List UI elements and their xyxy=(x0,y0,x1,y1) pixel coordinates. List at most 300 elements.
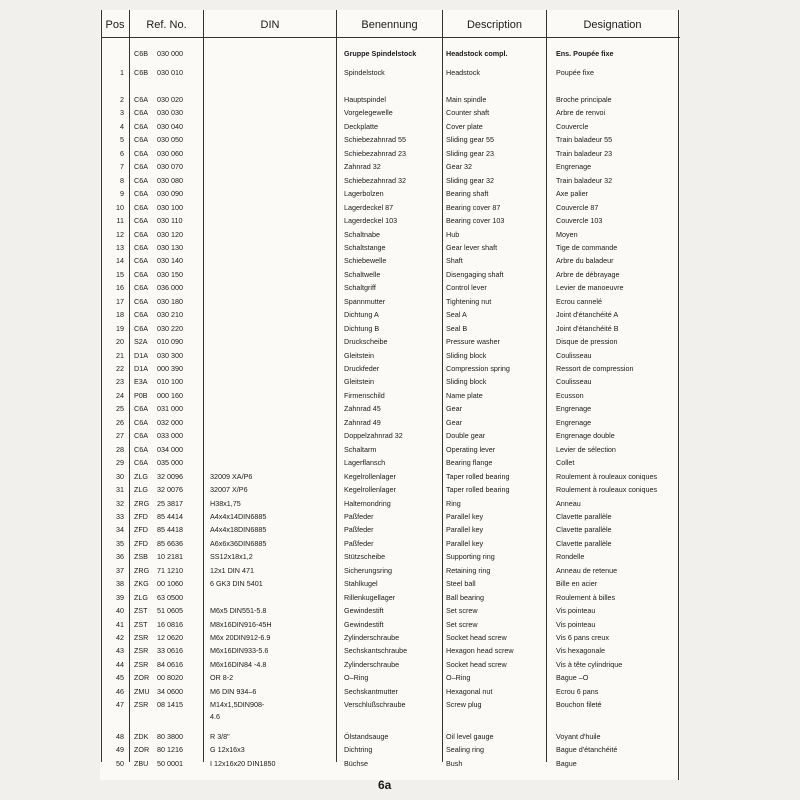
table-row xyxy=(100,133,680,146)
table-row xyxy=(100,335,680,348)
description-cell: Disengaging shaft xyxy=(446,269,504,279)
table-row xyxy=(100,349,680,362)
benennung-cell: Schaltnabe xyxy=(344,229,380,239)
designation-cell: Bague xyxy=(556,758,577,768)
page-number: 6a xyxy=(378,778,392,792)
designation-cell: Clavette parallèle xyxy=(556,538,612,548)
description-cell: Sealing ring xyxy=(446,745,484,755)
pos-cell: 2 xyxy=(120,95,124,104)
designation-cell: Clavette parallèle xyxy=(556,525,612,535)
ref-prefix-cell: ZFD xyxy=(134,511,148,521)
header-din: DIN xyxy=(260,19,280,31)
benennung-cell: Spindelstock xyxy=(344,68,385,77)
ref-prefix-cell: P0B xyxy=(134,390,148,400)
description-cell: Gear xyxy=(446,404,462,414)
designation-cell: Train baladeur 32 xyxy=(556,175,613,185)
table-row xyxy=(100,228,680,241)
ref-number-cell: 80 1216 xyxy=(157,745,183,755)
pos-cell: 32 xyxy=(116,498,124,508)
pos-cell: 13 xyxy=(116,242,124,252)
ref-number-cell: 030 090 xyxy=(157,189,183,199)
table-row xyxy=(100,295,680,308)
pos-cell: 27 xyxy=(116,431,124,441)
description-cell: Taper rolled bearing xyxy=(446,485,510,495)
pos-cell: 35 xyxy=(116,538,124,548)
ref-number-cell: 030 120 xyxy=(157,229,183,239)
ref-prefix-cell: C6A xyxy=(134,189,148,199)
ref-prefix-cell: C6A xyxy=(134,175,148,185)
benennung-cell: Schiebewelle xyxy=(344,256,387,266)
din-cell: G 12x16x3 xyxy=(210,745,245,755)
benennung-cell: Kegelrollenlager xyxy=(344,485,396,495)
pos-cell: 45 xyxy=(116,673,124,683)
table-row xyxy=(100,187,680,200)
ref-prefix-cell: ZST xyxy=(134,606,148,616)
pos-cell: 29 xyxy=(116,458,124,468)
ref-prefix-cell: ZSR xyxy=(134,633,149,642)
pos-cell: 18 xyxy=(116,310,124,320)
ref-number-cell: 32 0076 xyxy=(157,485,183,495)
pos-cell: 1 xyxy=(120,68,124,77)
benennung-cell: Zahnrad 49 xyxy=(344,417,381,427)
benennung-cell: Dichtung B xyxy=(344,323,380,333)
ref-number-cell: 030 210 xyxy=(157,310,183,320)
designation-cell: Vis hexagonale xyxy=(556,646,606,656)
din-cell: H38x1,75 xyxy=(210,498,241,508)
pos-cell: 9 xyxy=(120,189,124,199)
designation-cell: Vis à tête cylindrique xyxy=(556,659,623,669)
ref-prefix-cell: C6A xyxy=(134,108,148,118)
ref-number-cell: 71 1210 xyxy=(157,565,183,575)
table-row xyxy=(100,308,680,321)
table-row xyxy=(100,591,680,604)
designation-cell: Coulisseau xyxy=(556,377,592,387)
designation-cell: Arbre du baladeur xyxy=(556,256,614,266)
designation-cell: Engrenage xyxy=(556,162,592,172)
pos-cell: 5 xyxy=(120,135,124,145)
ref-prefix-cell: ZRG xyxy=(134,565,150,575)
table-row xyxy=(100,698,680,711)
designation-cell: Vis pointeau xyxy=(556,606,596,616)
ref-prefix-cell: C6A xyxy=(134,404,148,414)
table-row xyxy=(100,644,680,657)
ref-number-cell: 030 000 xyxy=(157,49,183,58)
benennung-cell: Lagerdeckel 87 xyxy=(344,202,394,212)
description-cell: Parallel key xyxy=(446,538,484,548)
description-cell: Seal B xyxy=(446,323,468,333)
pos-cell: 38 xyxy=(116,579,124,589)
benennung-cell: Stützscheibe xyxy=(344,552,386,562)
designation-cell: Train baladeur 55 xyxy=(556,135,613,145)
ref-number-cell: 33 0616 xyxy=(157,646,183,656)
ref-prefix-cell: C6A xyxy=(134,121,148,131)
table-row xyxy=(100,523,680,536)
ref-prefix-cell: C6B xyxy=(134,68,148,77)
designation-cell: Levier de manoeuvre xyxy=(556,283,624,293)
table-row xyxy=(100,671,680,684)
pos-cell: 4 xyxy=(120,121,124,131)
pos-cell: 17 xyxy=(116,296,124,306)
pos-cell: 19 xyxy=(116,323,124,333)
ref-number-cell: 08 1415 xyxy=(157,700,183,710)
description-cell: Parallel key xyxy=(446,511,484,521)
ref-prefix-cell: C6A xyxy=(134,310,148,320)
designation-cell: Axe palier xyxy=(556,189,588,199)
header-ref-no: Ref. No. xyxy=(146,19,187,31)
benennung-cell: Ölstandsauge xyxy=(344,731,389,741)
ref-prefix-cell: ZSR xyxy=(134,659,149,669)
ref-prefix-cell: C6B xyxy=(134,49,148,58)
table-row xyxy=(100,389,680,402)
header-designation: Designation xyxy=(583,19,642,31)
description-cell: Screw plug xyxy=(446,700,482,710)
benennung-cell: Sechskantmutter xyxy=(344,686,398,696)
benennung-cell: Zylinderschraube xyxy=(344,633,400,642)
table-row xyxy=(100,537,680,550)
ref-prefix-cell: ZST xyxy=(134,619,148,629)
description-cell: Ring xyxy=(446,498,461,508)
designation-cell: Levier de sélection xyxy=(556,444,616,454)
designation-cell: Engrenage xyxy=(556,404,592,414)
ref-prefix-cell: C6A xyxy=(134,229,148,239)
designation-cell: Moyen xyxy=(556,229,578,239)
ref-prefix-cell: D1A xyxy=(134,350,148,360)
ref-prefix-cell: C6A xyxy=(134,95,148,104)
benennung-cell: Schiebezahnrad 55 xyxy=(344,135,406,145)
ref-prefix-cell: C6A xyxy=(134,135,148,145)
designation-cell: Ecusson xyxy=(556,390,584,400)
designation-cell: Couvercle xyxy=(556,121,589,131)
benennung-cell: Stahlkugel xyxy=(344,579,378,589)
description-cell: Counter shaft xyxy=(446,108,490,118)
table-row xyxy=(100,268,680,281)
pos-cell: 20 xyxy=(116,337,124,347)
ref-number-cell: 030 220 xyxy=(157,323,183,333)
designation-cell: Tige de commande xyxy=(556,242,618,252)
ref-number-cell: 34 0600 xyxy=(157,686,183,696)
designation-cell: Engrenage double xyxy=(556,431,615,441)
description-cell: Supporting ring xyxy=(446,552,495,562)
description-cell: Double gear xyxy=(446,431,486,441)
benennung-cell: Zylinderschraube xyxy=(344,659,400,669)
ref-prefix-cell: ZDK xyxy=(134,731,149,741)
ref-number-cell: 000 160 xyxy=(157,390,183,400)
table-row xyxy=(100,510,680,523)
description-cell: Name plate xyxy=(446,390,483,400)
table-row xyxy=(100,470,680,483)
ref-prefix-cell: ZOR xyxy=(134,673,150,683)
table-row xyxy=(100,730,680,743)
pos-cell: 8 xyxy=(120,175,124,185)
ref-number-cell: 030 030 xyxy=(157,108,183,118)
description-cell: Main spindle xyxy=(446,95,487,104)
table-row xyxy=(100,658,680,671)
description-cell: Sliding gear 55 xyxy=(446,135,494,145)
ref-number-cell: 030 020 xyxy=(157,95,183,104)
ref-prefix-cell: C6A xyxy=(134,148,148,158)
pos-cell: 26 xyxy=(116,417,124,427)
ref-number-cell: 030 080 xyxy=(157,175,183,185)
pos-cell: 33 xyxy=(116,511,124,521)
table-row xyxy=(100,550,680,563)
pos-cell: 49 xyxy=(116,745,124,755)
ref-prefix-cell: ZFD xyxy=(134,538,148,548)
benennung-cell: Schaltgriff xyxy=(344,283,376,293)
benennung-cell: Paßfeder xyxy=(344,511,374,521)
designation-cell: Rondelle xyxy=(556,552,585,562)
ref-number-cell: 030 150 xyxy=(157,269,183,279)
din-cell: I 12x16x20 DIN1850 xyxy=(210,758,276,768)
table-row xyxy=(100,375,680,388)
ref-prefix-cell: ZSB xyxy=(134,552,148,562)
din-cell: A6x6x36DIN6885 xyxy=(210,538,267,548)
ref-number-cell: 000 390 xyxy=(157,364,183,373)
designation-cell: Roulement à rouleaux coniques xyxy=(556,485,658,495)
table-row xyxy=(100,577,680,590)
pos-cell: 11 xyxy=(116,216,124,226)
description-cell: Bearing shaft xyxy=(446,189,489,199)
ref-number-cell: 030 100 xyxy=(157,202,183,212)
description-cell: Sliding gear 32 xyxy=(446,175,494,185)
table-row xyxy=(100,254,680,267)
ref-number-cell: 036 000 xyxy=(157,283,183,293)
pos-cell: 39 xyxy=(116,592,124,602)
pos-cell: 36 xyxy=(116,552,124,562)
ref-number-cell: 50 0001 xyxy=(157,758,183,768)
description-cell: Cover plate xyxy=(446,121,483,131)
table-row xyxy=(100,201,680,214)
designation-cell: Anneau de retenue xyxy=(556,565,618,575)
designation-cell: Ens. Poupée fixe xyxy=(556,49,614,58)
designation-cell: Ecrou 6 pans xyxy=(556,686,599,696)
benennung-cell: Paßfeder xyxy=(344,525,374,535)
designation-cell: Roulement à billes xyxy=(556,592,616,602)
benennung-cell: Vorgelegewelle xyxy=(344,108,393,118)
ref-number-cell: 32 0096 xyxy=(157,471,183,481)
pos-cell: 40 xyxy=(116,606,124,616)
designation-cell: Poupée fixe xyxy=(556,68,594,77)
pos-cell: 44 xyxy=(116,659,124,669)
description-cell: Sliding block xyxy=(446,377,487,387)
table-row xyxy=(100,160,680,173)
designation-cell: Joint d'étanchéité B xyxy=(556,323,619,333)
ref-prefix-cell: ZLG xyxy=(134,592,148,602)
designation-cell: Bague –O xyxy=(556,673,589,683)
designation-cell: Engrenage xyxy=(556,417,592,427)
table-row xyxy=(100,743,680,756)
designation-cell: Collet xyxy=(556,458,575,468)
ref-prefix-cell: ZRG xyxy=(134,498,150,508)
ref-prefix-cell: C6A xyxy=(134,417,148,427)
ref-prefix-cell: C6A xyxy=(134,431,148,441)
designation-cell: Disque de pression xyxy=(556,337,618,347)
ref-prefix-cell: ZOR xyxy=(134,745,150,755)
pos-cell: 15 xyxy=(116,269,124,279)
benennung-cell: Dichtung A xyxy=(344,310,379,320)
table-row xyxy=(100,93,680,106)
description-cell: Gear lever shaft xyxy=(446,242,498,252)
designation-cell: Clavette parallèle xyxy=(556,511,612,521)
ref-prefix-cell: ZLG xyxy=(134,485,148,495)
din-cell: OR 8-2 xyxy=(210,673,234,683)
table-row xyxy=(100,47,680,60)
benennung-cell: Firmenschild xyxy=(344,390,385,400)
description-cell: Tightening nut xyxy=(446,296,492,306)
ref-number-cell: 12 0620 xyxy=(157,633,183,642)
ref-prefix-cell: E3A xyxy=(134,377,148,387)
pos-cell: 50 xyxy=(116,758,124,768)
description-cell: Gear xyxy=(446,417,462,427)
ref-number-cell: 030 010 xyxy=(157,68,183,77)
designation-cell: Broche principale xyxy=(556,95,612,104)
description-cell: Retaining ring xyxy=(446,565,491,575)
table-row xyxy=(100,241,680,254)
table-row xyxy=(100,429,680,442)
pos-cell: 23 xyxy=(116,377,124,387)
benennung-cell: Zahnrad 45 xyxy=(344,404,381,414)
description-cell: Pressure washer xyxy=(446,337,500,347)
table-row xyxy=(100,604,680,617)
designation-cell: Bouchon fileté xyxy=(556,700,602,710)
benennung-cell: O–Ring xyxy=(344,673,369,683)
ref-number-cell: 16 0816 xyxy=(157,619,183,629)
description-cell: Control lever xyxy=(446,283,487,293)
ref-prefix-cell: C6A xyxy=(134,242,148,252)
header-pos: Pos xyxy=(105,19,125,31)
table-row xyxy=(100,564,680,577)
ref-prefix-cell: ZSR xyxy=(134,700,149,710)
benennung-cell: Gruppe Spindelstock xyxy=(344,49,417,58)
ref-number-cell: 010 100 xyxy=(157,377,183,387)
table-row xyxy=(100,618,680,631)
din-cell: A4x4x14DIN6885 xyxy=(210,511,267,521)
ref-prefix-cell: C6A xyxy=(134,444,148,454)
header-benennung: Benennung xyxy=(361,19,418,31)
description-cell: Sliding block xyxy=(446,350,487,360)
ref-prefix-cell: ZLG xyxy=(134,471,148,481)
description-cell: Sliding gear 23 xyxy=(446,148,494,158)
din-cell: M6x 20DIN912-6.9 xyxy=(210,633,271,642)
ref-prefix-cell: C6A xyxy=(134,202,148,212)
ref-number-cell: 10 2181 xyxy=(157,552,183,562)
ref-number-cell: 030 180 xyxy=(157,296,183,306)
table-row xyxy=(100,66,680,79)
benennung-cell: Schaltarm xyxy=(344,444,377,454)
ref-number-cell: 010 090 xyxy=(157,337,183,347)
benennung-cell: Sicherungsring xyxy=(344,565,392,575)
ref-number-cell: 030 040 xyxy=(157,121,183,131)
benennung-cell: Verschlußschraube xyxy=(344,700,406,710)
benennung-cell: Gleitstein xyxy=(344,350,374,360)
table-row xyxy=(100,443,680,456)
din-cell: SS12x18x1,2 xyxy=(210,552,253,562)
ref-number-cell: 85 4414 xyxy=(157,511,183,521)
pos-cell: 30 xyxy=(116,471,124,481)
ref-number-cell: 035 000 xyxy=(157,458,183,468)
ref-number-cell: 034 000 xyxy=(157,444,183,454)
designation-cell: Anneau xyxy=(556,498,581,508)
table-row xyxy=(100,174,680,187)
designation-cell: Bille en acier xyxy=(556,579,598,589)
table-row xyxy=(100,456,680,469)
ref-number-cell: 85 6636 xyxy=(157,538,183,548)
pos-cell: 3 xyxy=(120,108,124,118)
benennung-cell: Schaltstange xyxy=(344,242,386,252)
designation-cell: Arbre de renvoi xyxy=(556,108,606,118)
ref-prefix-cell: ZMU xyxy=(134,686,150,696)
description-cell: Bearing cover 87 xyxy=(446,202,501,212)
benennung-cell: Haltemondring xyxy=(344,498,391,508)
description-cell: O–Ring xyxy=(446,673,471,683)
benennung-cell: Rillenkugellager xyxy=(344,592,396,602)
pos-cell: 22 xyxy=(116,364,124,373)
ref-number-cell: 030 070 xyxy=(157,162,183,172)
description-cell: Shaft xyxy=(446,256,463,266)
ref-prefix-cell: ZSR xyxy=(134,646,149,656)
ref-number-cell: 030 300 xyxy=(157,350,183,360)
designation-cell: Joint d'étanchéité A xyxy=(556,310,619,320)
pos-cell: 42 xyxy=(116,633,124,642)
ref-number-cell: 030 110 xyxy=(157,216,183,226)
ref-number-cell: 032 000 xyxy=(157,417,183,427)
table-row xyxy=(100,322,680,335)
designation-cell: Arbre de débrayage xyxy=(556,269,620,279)
designation-cell: Coulisseau xyxy=(556,350,592,360)
ref-prefix-cell: C6A xyxy=(134,256,148,266)
pos-cell: 25 xyxy=(116,404,124,414)
ref-number-cell: 80 3800 xyxy=(157,731,183,741)
table-row xyxy=(100,757,680,770)
ref-prefix-cell: C6A xyxy=(134,458,148,468)
benennung-cell: Schaltwelle xyxy=(344,269,381,279)
pos-cell: 10 xyxy=(116,202,124,212)
header-description: Description xyxy=(466,19,523,31)
ref-prefix-cell: ZKG xyxy=(134,579,149,589)
description-cell: Socket head screw xyxy=(446,659,507,669)
description-cell: Steel ball xyxy=(446,579,476,589)
din-cell: M6x5 DIN551-5.8 xyxy=(210,606,267,616)
din-cell: 4.6 xyxy=(210,712,220,722)
description-cell: Bush xyxy=(446,758,463,768)
table-row xyxy=(100,402,680,415)
din-cell: M6x16DIN84 -4.8 xyxy=(210,659,267,669)
ref-number-cell: 030 050 xyxy=(157,135,183,145)
ref-number-cell: 25 3817 xyxy=(157,498,183,508)
description-cell: Oil level gauge xyxy=(446,731,494,741)
pos-cell: 46 xyxy=(116,686,124,696)
description-cell: Bearing flange xyxy=(446,458,493,468)
designation-cell: Couvercle 103 xyxy=(556,216,603,226)
ref-number-cell: 00 1060 xyxy=(157,579,183,589)
benennung-cell: Paßfeder xyxy=(344,538,374,548)
benennung-cell: Doppelzahnrad 32 xyxy=(344,431,403,441)
benennung-cell: Spannmutter xyxy=(344,296,386,306)
benennung-cell: Lagerbolzen xyxy=(344,189,384,199)
description-cell: Set screw xyxy=(446,619,478,629)
table-row xyxy=(100,147,680,160)
pos-cell: 48 xyxy=(116,731,124,741)
table-row xyxy=(100,106,680,119)
designation-cell: Roulement à rouleaux coniques xyxy=(556,471,658,481)
table-row xyxy=(100,416,680,429)
ref-number-cell: 85 4418 xyxy=(157,525,183,535)
designation-cell: Vis 6 pans creux xyxy=(556,633,610,642)
description-cell: Set screw xyxy=(446,606,478,616)
benennung-cell: Gewindestift xyxy=(344,606,384,616)
description-cell: Bearing cover 103 xyxy=(446,216,505,226)
pos-cell: 14 xyxy=(116,256,124,266)
header-rule xyxy=(102,37,680,38)
